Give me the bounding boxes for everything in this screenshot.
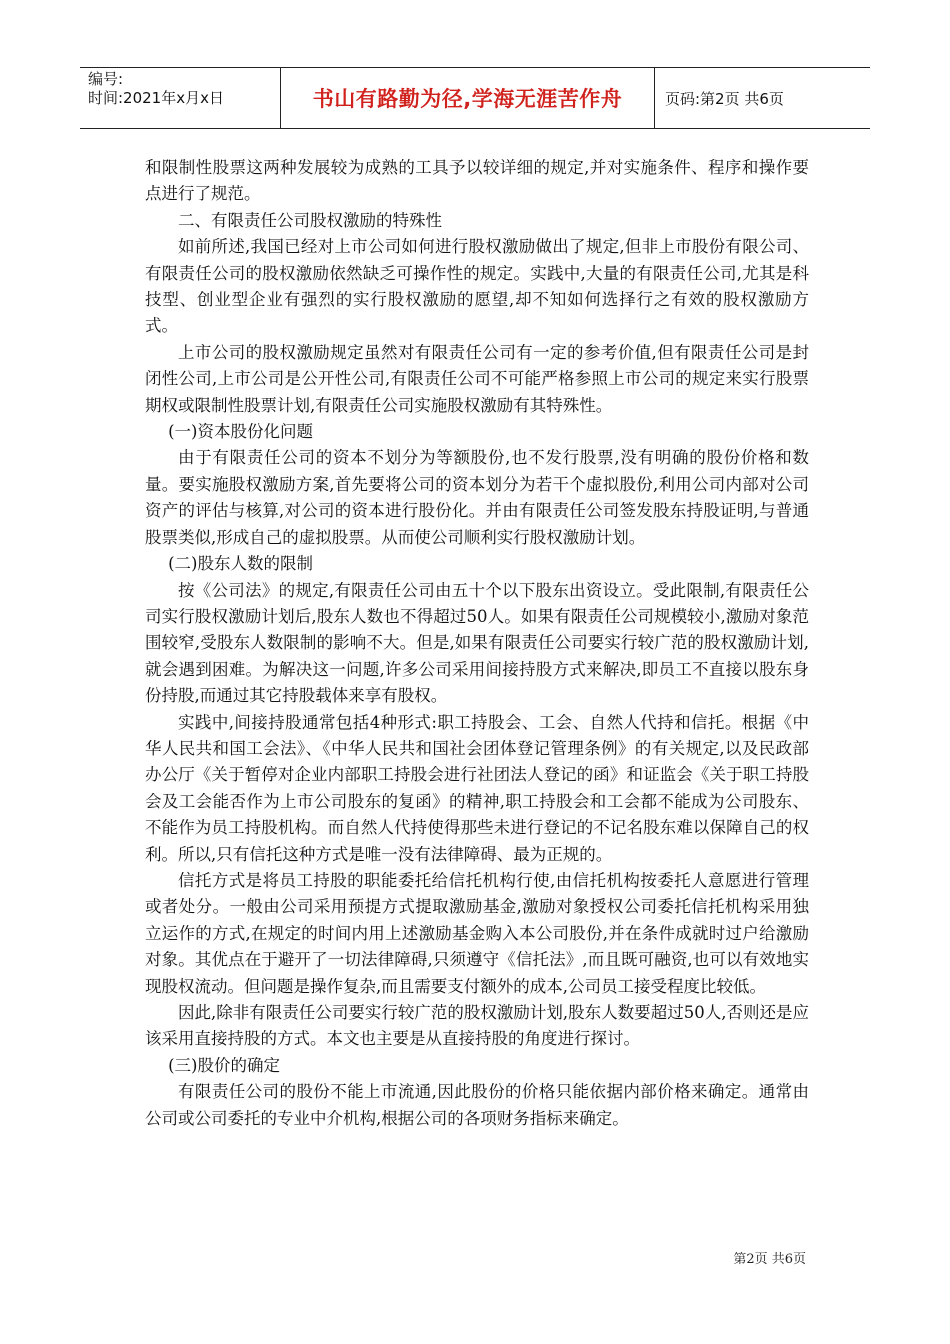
section-heading-2: 二、有限责任公司股权激励的特殊性 [178,210,442,230]
paragraph: 上市公司的股权激励规定虽然对有限责任公司有一定的参考价值,但有限责任公司是封闭性公司,上市公司是公开性公司,有限责任公司不可能严格参照上市公司的规定来实行股票期权或限制性股票计划,有限责任公司实施股权激励有其特殊性。 [145,342,809,415]
paragraph-continuation: 和限制性股票这两种发展较为成熟的工具予以较详细的规定,并对实施条件、程序和操作要点进行了规范。 [145,158,809,204]
paragraph: 有限责任公司的股份不能上市流通,因此股份的价格只能依据内部价格来确定。通常由公司或公司委托的专业中介机构,根据公司的各项财务指标来确定。 [145,1082,809,1128]
paragraph: 按《公司法》的规定,有限责任公司由五十个以下股东出资设立。受此限制,有限责任公司实行股权激励计划后,股东人数也不得超过50人。如果有限责任公司规模较小,激励对象范围较窄,受股东人数限制的影响不大。但是,如果有限责任公司要实行较广范的股权激励计划,就会遇到困难。为解决这一问题,许多公司采用间接持股方式来解决,即员工不直接以股东身份持股,而通过其它持股载体来享有股权。 [145,580,809,706]
subsection-heading-3: (三)股价的确定 [168,1055,280,1075]
header-page-number: 页码:第2页 共6页 [665,89,784,108]
header-meta [80,68,280,128]
subsection-heading-1: (一)资本股份化问题 [168,422,313,442]
page-header [80,67,870,129]
document-date-label: 时间:2021年x月x日 [88,89,224,107]
paragraph: 实践中,间接持股通常包括4种形式:职工持股会、工会、自然人代持和信托。根据《中华人民共和国工会法》、《中华人民共和国社会团体登记管理条例》的有关规定,以及民政部办公厅《关于暂停对企业内部职工持股会进行社团法人登记的函》和证监会《关于职工持股会及工会能否作为上市公司股东的复函》的精神,职工持股会和工会都不能成为公司股东、不能作为员工持股机构。而自然人代持使得那些未进行登记的不记名股东难以保障自己的权利。所以,只有信托这种方式是唯一没有法律障碍、最为正规的。 [145,712,809,864]
subsection-heading-2: (二)股东人数的限制 [168,554,313,574]
paragraph: 信托方式是将员工持股的职能委托给信托机构行使,由信托机构按委托人意愿进行管理或者处分。一般由公司采用预提方式提取激励基金,激励对象授权公司委托信托机构采用独立运作的方式,在规定的时间内用上述激励基金购入本公司股份,并在条件成就时过户给激励对象。其优点在于避开了一切法律障碍,只须遵守《信托法》,而且既可融资,也可以有效地实现股权流动。但问题是操作复杂,而且需要支付额外的成本,公司员工接受程度比较低。 [145,870,809,996]
paragraph: 由于有限责任公司的资本不划分为等额股份,也不发行股票,没有明确的股份价格和数量。要实施股权激励方案,首先要将公司的资本划分为若干个虚拟股份,利用公司内部对公司资产的评估与核算,对公司的资本进行股份化。并由有限责任公司签发股东持股证明,与普通股票类似,形成自己的虚拟股票。从而使公司顺利实行股权激励计划。 [145,448,809,547]
paragraph: 如前所述,我国已经对上市公司如何进行股权激励做出了规定,但非上市股份有限公司、有限责任公司的股权激励依然缺乏可操作性的规定。实践中,大量的有限责任公司,尤其是科技型、创业型企业有强烈的实行股权激励的愿望,却不知如何选择行之有效的股权激励方式。 [145,237,809,336]
document-number-label: 编号: [88,70,124,88]
paragraph: 因此,除非有限责任公司要实行较广范的股权激励计划,股东人数要超过50人,否则还是应该采用直接持股的方式。本文也主要是从直接持股的角度进行探讨。 [145,1003,809,1049]
document-body [145,155,809,1132]
page-footer-number: 第2页 共6页 [733,1252,806,1267]
header-motto: 书山有路勤为径,学海无涯苦作舟 [280,68,655,128]
